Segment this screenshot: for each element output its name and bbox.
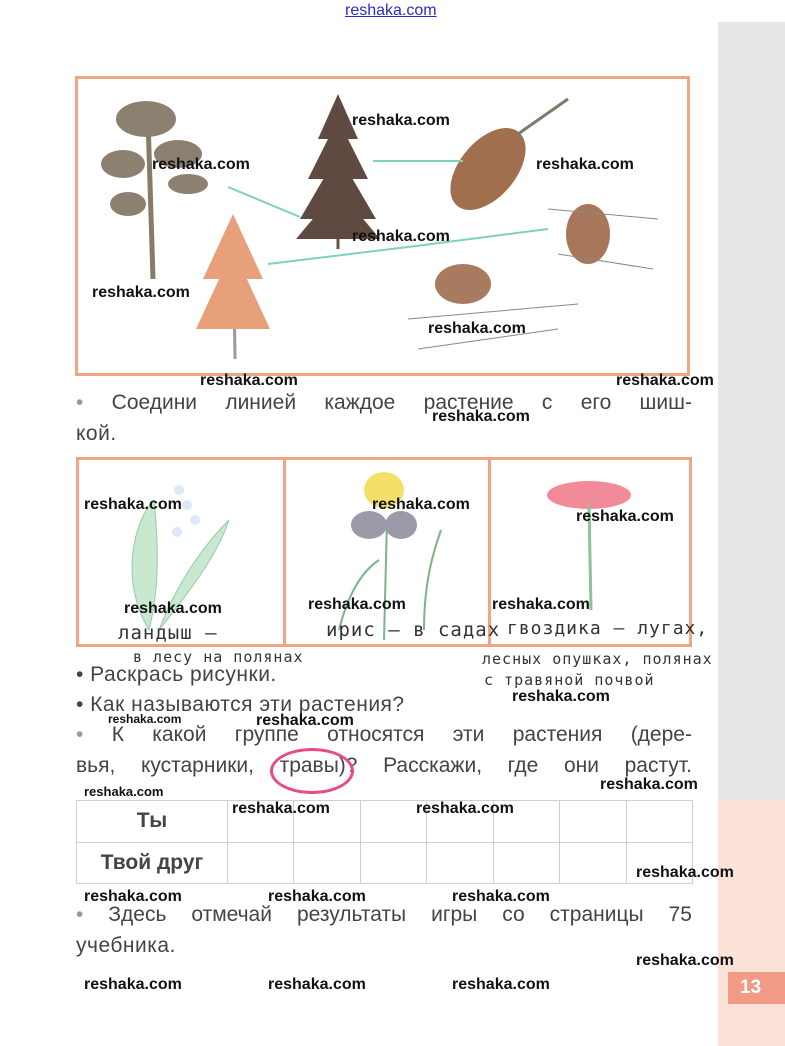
task1-line2: кой. [76, 422, 117, 445]
watermark: reshaka.com [84, 784, 164, 799]
watermark: reshaka.com [372, 496, 470, 513]
word: шиш- [639, 391, 692, 414]
word: какой [152, 723, 207, 746]
watermark: reshaka.com [352, 112, 450, 129]
score-cell[interactable] [427, 842, 493, 884]
watermark: reshaka.com [576, 508, 674, 525]
pine-tree-image [101, 101, 208, 279]
answer-circle [270, 748, 354, 794]
score-cell[interactable] [560, 842, 626, 884]
flower-divider [283, 460, 286, 644]
bullet: • [76, 723, 84, 746]
word: группе [234, 723, 299, 746]
word: эти [452, 723, 485, 746]
word: растение [423, 391, 514, 414]
bullet: • [76, 903, 84, 926]
watermark: reshaka.com [124, 600, 222, 617]
word: его [580, 391, 612, 414]
row-label: Ты [77, 801, 228, 843]
watermark: reshaka.com [536, 156, 634, 173]
word: растут. [624, 754, 692, 777]
bullet: • [76, 391, 84, 414]
watermark: reshaka.com [268, 888, 366, 905]
watermark: reshaka.com [84, 496, 182, 513]
watermark-link[interactable]: reshaka.com [345, 2, 437, 19]
handwriting-iris: ирис – в садах [326, 619, 501, 641]
word: 75 [668, 903, 692, 926]
watermark: reshaka.com [256, 712, 354, 729]
watermark: reshaka.com [84, 976, 182, 993]
word: со [502, 903, 525, 926]
watermark: reshaka.com [268, 976, 366, 993]
word: относятся [327, 723, 425, 746]
word: Здесь [108, 903, 167, 926]
watermark: reshaka.com [636, 952, 734, 969]
word: растения [512, 723, 603, 746]
word: с [541, 391, 553, 414]
word: каждое [324, 391, 396, 414]
question-color: • Раскрась рисунки. [76, 663, 277, 686]
word: игры [431, 903, 478, 926]
results-line1 [76, 903, 692, 927]
score-cell[interactable] [228, 842, 294, 884]
word: (дере- [630, 723, 692, 746]
watermark: reshaka.com [428, 320, 526, 337]
table-row [77, 842, 693, 884]
handwriting-lily-2: в лесу на полянах [133, 648, 304, 666]
watermark: reshaka.com [108, 712, 182, 726]
score-cell[interactable] [294, 842, 360, 884]
score-cell[interactable] [493, 842, 559, 884]
word: кустарники, [140, 754, 254, 777]
watermark: reshaka.com [636, 864, 734, 881]
carnation-image [547, 481, 631, 610]
handwriting-carnation-2: лесных опушках, полянах [482, 650, 713, 668]
larch-tree-image [196, 214, 270, 359]
word: результаты [296, 903, 407, 926]
score-cell[interactable] [560, 801, 626, 843]
watermark: reshaka.com [512, 688, 610, 705]
watermark: reshaka.com [232, 800, 330, 817]
flower-divider [488, 460, 491, 644]
word: где [507, 754, 539, 777]
watermark: reshaka.com [152, 156, 250, 173]
watermark: reshaka.com [600, 776, 698, 793]
watermark: reshaka.com [352, 228, 450, 245]
score-cell[interactable] [360, 842, 426, 884]
results-line2: учебника. [76, 934, 176, 957]
table-row [77, 801, 693, 843]
watermark: reshaka.com [452, 976, 550, 993]
row-label: Твой друг [77, 842, 228, 884]
watermark: reshaka.com [92, 284, 190, 301]
page-side-strip-accent [718, 800, 785, 1046]
word: травы)? [279, 754, 358, 777]
question-group-line2 [76, 754, 692, 778]
watermark: reshaka.com [616, 372, 714, 389]
watermark: reshaka.com [452, 888, 550, 905]
page-number: 13 [728, 972, 785, 1004]
word: вья, [76, 754, 116, 777]
handwriting-carnation-3: с травяной почвой [484, 671, 655, 689]
watermark: reshaka.com [308, 596, 406, 613]
watermark: reshaka.com [416, 800, 514, 817]
word: отмечай [191, 903, 272, 926]
handwriting-lily: ландыш – [118, 622, 218, 644]
word: Расскажи, [383, 754, 483, 777]
watermark: reshaka.com [200, 372, 298, 389]
score-table [76, 800, 693, 884]
pine-cone-image [548, 204, 658, 269]
handwriting-carnation: гвоздика – лугах, [507, 618, 709, 639]
question-names: • Как называются эти растения? [76, 693, 405, 716]
score-cell[interactable] [626, 801, 692, 843]
word: К [111, 723, 124, 746]
watermark: reshaka.com [84, 888, 182, 905]
task1-line1 [76, 391, 692, 415]
word: страницы [549, 903, 644, 926]
word: они [563, 754, 599, 777]
word: линией [225, 391, 297, 414]
watermark: reshaka.com [492, 596, 590, 613]
word: Соедини [111, 391, 198, 414]
question-group-line1 [76, 723, 692, 747]
watermark: reshaka.com [432, 408, 530, 425]
